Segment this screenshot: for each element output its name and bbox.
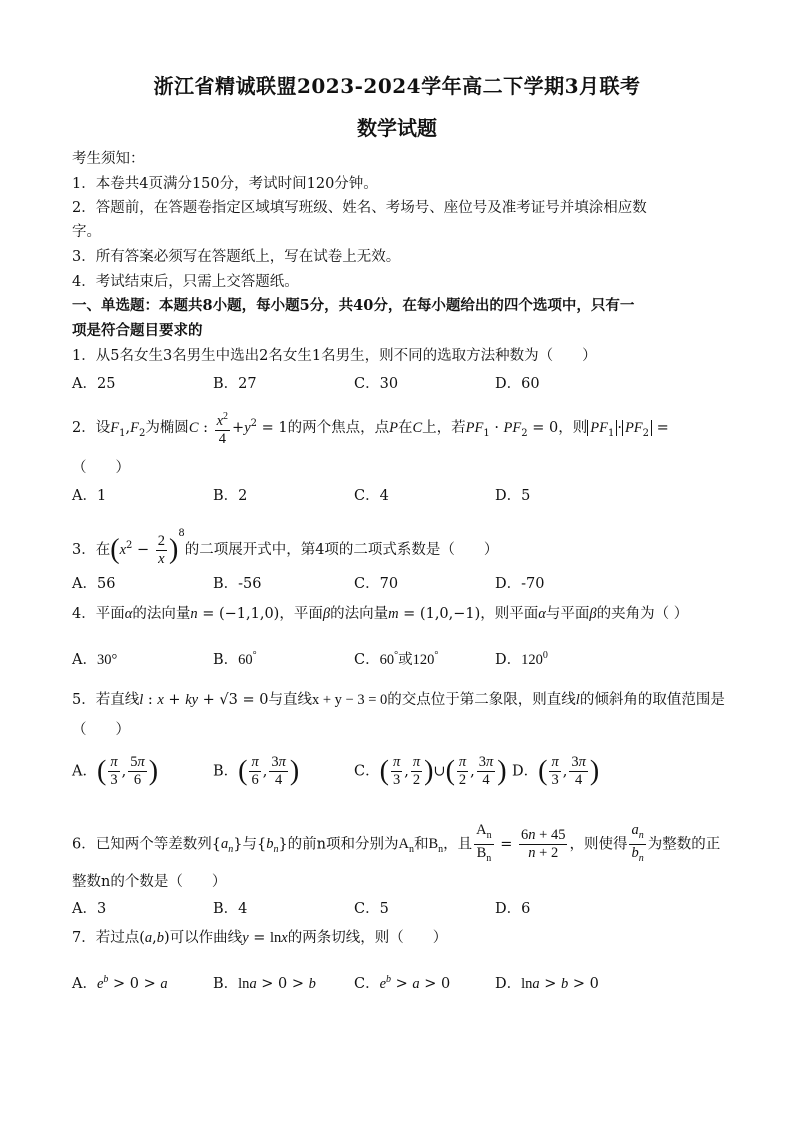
option-b: B．4 <box>213 901 248 917</box>
notice-item: 4．考试结束后，只需上交答题纸。 <box>72 274 299 290</box>
option-d: D．60 <box>495 376 540 392</box>
option-d: D．6 <box>495 901 531 917</box>
notice-item: 字。 <box>72 224 101 240</box>
option-b: B．lna > 0 > b <box>213 976 316 992</box>
question-3-stem: 3．在($x^2$ − $\frac{2}{x}$ )$^8$的二项展开式中，第4项的二项式系数是（ ） <box>72 528 499 567</box>
notice-item: 2．答题前，在答题卷指定区域填写班级、姓名、考场号、座位号及准考证号并填涂相应数 <box>72 200 647 216</box>
question-6-options <box>72 897 722 921</box>
option-b: B．( $\frac{\pi}{6}$ , $\frac{3\pi}{4}$ ) <box>213 754 300 788</box>
option-d: D．5 <box>495 488 531 504</box>
notice-item: 1．本卷共4页满分150分，考试时间120分钟。 <box>72 176 378 192</box>
notice-heading: 考生须知： <box>72 151 145 167</box>
option-c: C．4 <box>354 488 389 504</box>
option-d: D．$120^0$ <box>495 650 548 668</box>
question-1-stem: 1．从5名女生3名男生中选出2名女生1名男生，则不同的选取方法种数为（ ） <box>72 348 597 364</box>
option-c: C．70 <box>354 576 399 592</box>
option-b: B．60° <box>213 650 257 668</box>
option-c: C．( $\frac{\pi}{3}$ , $\frac{\pi}{2}$ )∪( $\frac{\pi}{2}$ , $\frac{3\pi}{4}$ ) <box>354 754 507 788</box>
exam-title: 浙江省精诚联盟2023-2024学年高二下学期3月联考 <box>153 74 641 98</box>
question-2-options <box>72 484 722 508</box>
option-d: D．lna > b > 0 <box>495 976 599 992</box>
option-d: D．-70 <box>495 576 545 592</box>
question-2-stem: 2．设$F_1,F_2$为椭圆C : $\frac{x^2}{4}$ $+y^2 = 1$的两个焦点，点P在C上，若$PF_1 \cdot PF_2 = 0$，则 $PF_1 \cdot PF_2$ = <box>72 408 669 448</box>
option-a: A．30° <box>72 652 118 668</box>
question-2-blank: （ ） <box>72 460 130 476</box>
option-a: A．1 <box>72 488 107 504</box>
option-b: B．27 <box>213 376 257 392</box>
option-c: C．$e^b > a > 0$ <box>354 974 451 992</box>
section-heading: 一、单选题：本题共8小题，每小题5分，共40分，在每小题给出的四个选项中，只有一 <box>72 297 635 314</box>
question-4-options <box>72 648 722 672</box>
notice-item: 3．所有答案必须写在答题纸上，写在试卷上无效。 <box>72 249 401 265</box>
option-c: C．60°或120° <box>354 650 439 668</box>
option-a: A．56 <box>72 576 116 592</box>
option-c: C．30 <box>354 376 399 392</box>
question-7-stem: 7．若过点(a,b)可以作曲线y = lnx的两条切线，则（ ） <box>72 930 448 946</box>
question-5-blank: （ ） <box>72 722 130 738</box>
option-a: A．( $\frac{\pi}{3}$ , $\frac{5\pi}{6}$ ) <box>72 754 159 788</box>
section-heading-cont: 项是符合题目要求的 <box>72 322 203 339</box>
option-a: A．3 <box>72 901 107 917</box>
question-7-options <box>72 972 722 996</box>
question-6-stem-cont: 整数n的个数是（ ） <box>72 874 227 890</box>
question-6-stem: 6．已知两个等差数列$\{a_n\}$与$\{b_n\}$的前n项和分别为$A_n$和$B_n$，且 $\frac{A_n}{B_n}$ = $\frac{6n + 45}{n + 2}$ ，则使得 $\frac{a_n}{b_n}$ 为整数的正 <box>72 822 721 864</box>
option-d: D．( $\frac{\pi}{3}$ , $\frac{3\pi}{4}$ ) <box>512 754 600 788</box>
option-a: A．25 <box>72 376 116 392</box>
question-3-options <box>72 572 722 596</box>
question-1-options <box>72 372 722 396</box>
option-a: A．$e^b > 0 > a$ <box>72 974 168 992</box>
question-5-stem: 5．若直线l : x + ky + √3 = 0与直线x + y − 3 = 0的交点位于第二象限，则直线l的倾斜角的取值范围是 <box>72 692 725 708</box>
question-4-stem: 4．平面α的法向量n = (−1,1,0)，平面β的法向量m = (1,0,−1)，则平面α与平面β的夹角为（ ） <box>72 606 689 622</box>
question-5-options <box>72 754 722 794</box>
option-b: B．2 <box>213 488 248 504</box>
option-b: B．-56 <box>213 576 262 592</box>
exam-subtitle: 数学试题 <box>357 116 437 140</box>
option-c: C．5 <box>354 901 389 917</box>
